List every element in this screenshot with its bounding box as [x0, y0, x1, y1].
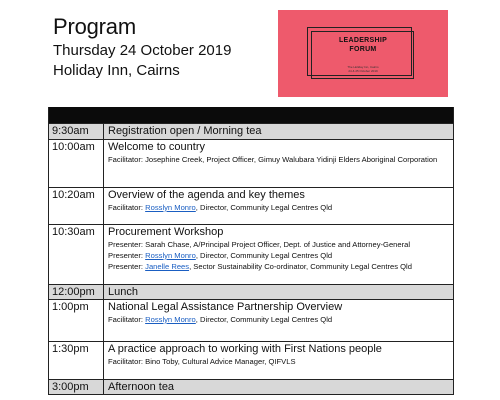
- row-detail: [108, 202, 453, 217]
- detail-text: , Director, Community Legal Centres Qld: [195, 203, 333, 212]
- detail-text: Facilitator: Josephine Creek, Project Officer, Gimuy Walubara Yidinji Elders Aboriginal Corporation: [108, 155, 438, 164]
- facilitator-link[interactable]: Rosslyn Monro: [145, 315, 196, 324]
- row-content: [104, 225, 453, 284]
- table-row: [49, 139, 453, 187]
- row-title: Procurement Workshop: [108, 226, 224, 238]
- table-row: [49, 123, 453, 139]
- presenter-link[interactable]: Janelle Rees: [145, 262, 190, 271]
- row-content: [104, 188, 453, 224]
- table-header-bar: [49, 107, 453, 123]
- detail-text: Facilitator:: [108, 203, 146, 212]
- row-content: [104, 124, 453, 139]
- table-row: [49, 187, 453, 224]
- row-detail: [108, 314, 453, 329]
- row-title: Afternoon tea: [108, 381, 175, 393]
- row-time: 12:00pm: [49, 285, 104, 299]
- row-title: Lunch: [108, 286, 138, 298]
- detail-text: , Director, Community Legal Centres Qld: [195, 251, 333, 260]
- detail-text: Presenter: Sarah Chase, A/Principal Project Officer, Dept. of Justice and Attorney-General: [108, 240, 411, 249]
- row-title: Registration open / Morning tea: [108, 125, 262, 137]
- logo-date-text: 24 & 25 October 2019: [348, 69, 378, 73]
- row-detail: [108, 250, 453, 261]
- logo-venue-text: The Holiday Inn, Cairns: [347, 65, 379, 69]
- table-row: [49, 379, 453, 394]
- program-header: [53, 14, 268, 81]
- table-row: [49, 299, 453, 341]
- row-content: [104, 342, 453, 379]
- row-detail: [108, 356, 453, 371]
- table-row: [49, 341, 453, 379]
- row-content: [104, 140, 453, 187]
- logo-text-forum: FORUM: [349, 46, 377, 53]
- detail-text: Presenter:: [108, 262, 146, 271]
- row-content: [104, 300, 453, 341]
- detail-text: Facilitator: Bino Toby, Cultural Advice Manager, QIFVLS: [108, 357, 296, 366]
- row-time: 1:30pm: [49, 342, 104, 379]
- detail-text: , Sector Sustainability Co-ordinator, Community Legal Centres Qld: [189, 262, 412, 271]
- program-table: [48, 107, 454, 395]
- row-title: Overview of the agenda and key themes: [108, 189, 305, 201]
- detail-text: Facilitator:: [108, 315, 146, 324]
- row-detail: [108, 261, 453, 276]
- row-detail: [108, 154, 453, 169]
- row-title: Welcome to country: [108, 141, 206, 153]
- row-title: National Legal Assistance Partnership Overview: [108, 301, 343, 313]
- facilitator-link[interactable]: Rosslyn Monro: [145, 203, 196, 212]
- leadership-forum-logo: [278, 10, 448, 97]
- row-detail: [108, 239, 453, 250]
- table-row: [49, 284, 453, 299]
- detail-text: Presenter:: [108, 251, 146, 260]
- row-time: 10:20am: [49, 188, 104, 224]
- row-title: A practice approach to working with First Nations people: [108, 343, 382, 355]
- presenter-link[interactable]: Rosslyn Monro: [145, 251, 196, 260]
- event-venue: Holiday Inn, Cairns: [53, 62, 180, 79]
- event-date: Thursday 24 October 2019: [53, 42, 232, 59]
- table-row: [49, 224, 453, 284]
- row-time: 3:00pm: [49, 380, 104, 394]
- logo-text-leadership: LEADERSHIP: [338, 37, 388, 44]
- row-time: 10:00am: [49, 140, 104, 187]
- page-title: Program: [53, 14, 136, 39]
- row-content: [104, 380, 453, 394]
- row-content: [104, 285, 453, 299]
- row-time: 9:30am: [49, 124, 104, 139]
- detail-text: , Director, Community Legal Centres Qld: [195, 315, 333, 324]
- row-time: 10:30am: [49, 225, 104, 284]
- row-time: 1:00pm: [49, 300, 104, 341]
